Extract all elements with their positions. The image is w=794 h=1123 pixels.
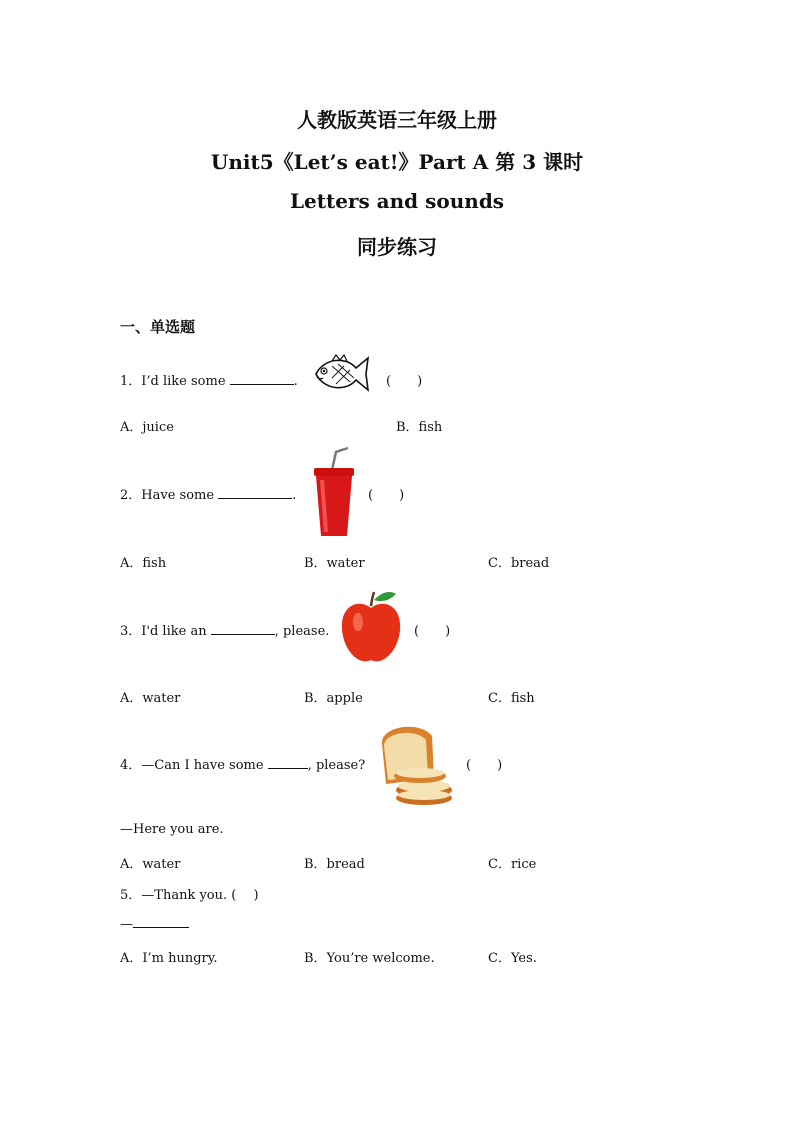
section-title: 一、单选题 (120, 318, 196, 336)
question-3-text: 3．I'd like an (120, 624, 211, 639)
title-line-1: 人教版英语三年级上册 (297, 108, 497, 132)
answer-paren: ( ) (414, 624, 451, 639)
question-1 (120, 370, 298, 389)
option-c: C．rice (488, 857, 537, 872)
option-a: A．I’m hungry. (120, 951, 218, 966)
answer-blank (211, 622, 275, 635)
question-1-text: 1．I’d like some (120, 374, 230, 389)
question-5-reply-dash: — (120, 917, 133, 932)
answer-blank (268, 756, 308, 769)
answer-blank (230, 372, 294, 385)
option-a: A．juice (120, 420, 174, 435)
fish-icon (310, 352, 372, 400)
option-b: B．fish (396, 420, 443, 435)
bread-icon (376, 718, 456, 812)
apple-icon (338, 588, 404, 670)
option-c: C．fish (488, 691, 535, 706)
option-c: C．bread (488, 556, 550, 571)
question-5-reply (120, 915, 189, 932)
question-4 (120, 754, 365, 773)
title-line-2: Unit5《Let’s eat!》Part A 第 3 课时 (210, 150, 584, 174)
title-line-4: 同步练习 (357, 235, 437, 259)
answer-paren: ( ) (466, 758, 503, 773)
question-5: 5．—Thank you. ( ) (120, 888, 259, 903)
option-b: B．water (304, 556, 365, 571)
answer-blank (218, 486, 292, 499)
answer-paren: ( ) (386, 374, 423, 389)
option-c: C．Yes. (488, 951, 537, 966)
question-2-tail: . (292, 488, 297, 503)
question-1-tail: . (293, 374, 298, 389)
answer-paren: ( ) (368, 488, 405, 503)
option-b: B．apple (304, 691, 363, 706)
option-a: A．water (120, 691, 181, 706)
option-b: B．You’re welcome. (304, 951, 435, 966)
option-a: A．fish (120, 556, 167, 571)
question-2 (120, 484, 296, 503)
question-3 (120, 620, 329, 639)
drink-cup-icon (308, 446, 360, 542)
question-4-tail: , please? (307, 758, 366, 773)
question-4-text: 4．—Can I have some (120, 758, 268, 773)
question-3-tail: , please. (274, 624, 330, 639)
question-4-reply: —Here you are. (120, 822, 224, 837)
question-2-text: 2．Have some (120, 488, 219, 503)
answer-blank (133, 915, 189, 928)
option-b: B．bread (304, 857, 365, 872)
option-a: A．water (120, 857, 181, 872)
title-line-3: Letters and sounds (289, 189, 505, 213)
